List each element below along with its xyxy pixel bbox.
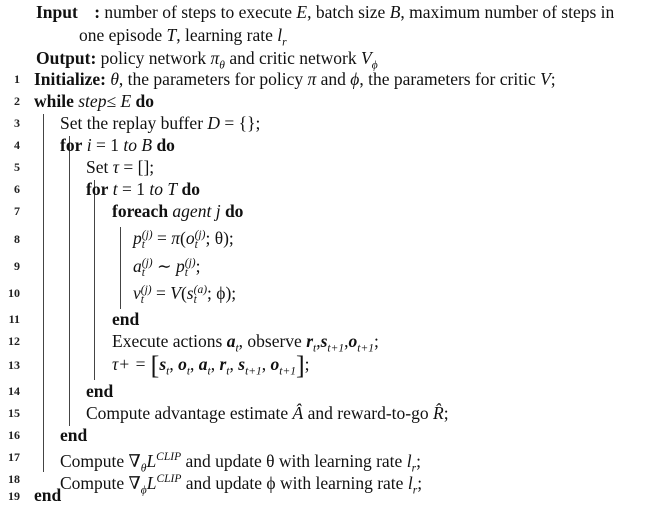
input-text: number of steps to execute E, batch size B, maximum number of steps in xyxy=(104,2,615,22)
line-number: 1 xyxy=(14,72,20,86)
line-number: 4 xyxy=(14,138,20,152)
line-19: end xyxy=(34,485,62,505)
line-number: 15 xyxy=(8,406,20,420)
output-label: Output: xyxy=(36,48,97,68)
line-number: 9 xyxy=(14,259,20,273)
for-t-block-bar xyxy=(94,180,95,380)
line-number: 8 xyxy=(14,232,20,246)
input-row-2: one episode T, learning rate $l_r$ xyxy=(79,25,287,49)
line-number: 12 xyxy=(8,334,20,348)
line-14: end xyxy=(86,381,114,401)
line-12: Execute actions $a_t$, observe $r_t,s_{t+1},o_{t+1}$; xyxy=(112,331,379,355)
line-number: 11 xyxy=(8,312,20,326)
line-number: 16 xyxy=(8,428,20,442)
line-15: Compute advantage estimate Â and reward-to-go R̂; xyxy=(86,403,449,423)
line-2: while step≤ E do xyxy=(34,91,154,111)
line-number: 19 xyxy=(8,489,20,503)
line-number: 13 xyxy=(8,358,20,372)
line-10: v (j) t = V(s (a) t ; ϕ); xyxy=(133,283,237,306)
line-number: 10 xyxy=(8,286,20,300)
output-text: policy network $\pi_\theta$ and critic network $V_\phi$ xyxy=(100,48,378,72)
line-11: end xyxy=(112,309,140,329)
line-number: 14 xyxy=(8,384,20,398)
line-17: Compute $\nabla_\theta L^{CLIP}$ and update θ with learning rate $l_r$; xyxy=(60,450,421,475)
line-5: Set τ = []; xyxy=(86,157,155,177)
line-8: p (j) t = π(o (j) t ; θ); xyxy=(133,228,234,251)
line-number: 17 xyxy=(8,450,20,464)
line-16: end xyxy=(60,425,88,445)
input-row xyxy=(36,2,614,22)
line-1: Initialize: θ, the parameters for policy π and ϕ, the parameters for critic V; xyxy=(34,69,556,89)
line-number: 3 xyxy=(14,116,20,130)
line-number: 6 xyxy=(14,182,20,196)
line-number: 5 xyxy=(14,160,20,174)
line-18: Compute $\nabla_\phi L^{CLIP}$ and update ϕ with learning rate $l_r$; xyxy=(60,472,423,497)
input-sep: : xyxy=(94,2,101,22)
line-4: for i = 1 to B do xyxy=(60,135,175,155)
line-9: a (j) t ∼ p (j) t ; xyxy=(133,256,201,279)
input-label: Input xyxy=(36,2,78,22)
while-block-bar xyxy=(43,114,44,472)
line-7: foreach agent j do xyxy=(112,201,244,221)
line-number: 18 xyxy=(8,472,20,486)
foreach-block-bar xyxy=(120,227,121,309)
line-3: Set the replay buffer D = {}; xyxy=(60,113,261,133)
line-number: 2 xyxy=(14,94,20,108)
line-number: 7 xyxy=(14,204,20,218)
line-13: $\tau+ = [s_t$, $o_t$, $a_t$, $r_t$, $s_{t+1}$, $o_{t+1}$]; xyxy=(112,351,310,380)
for-i-block-bar xyxy=(69,136,70,426)
line-6: for t = 1 to T do xyxy=(86,179,200,199)
